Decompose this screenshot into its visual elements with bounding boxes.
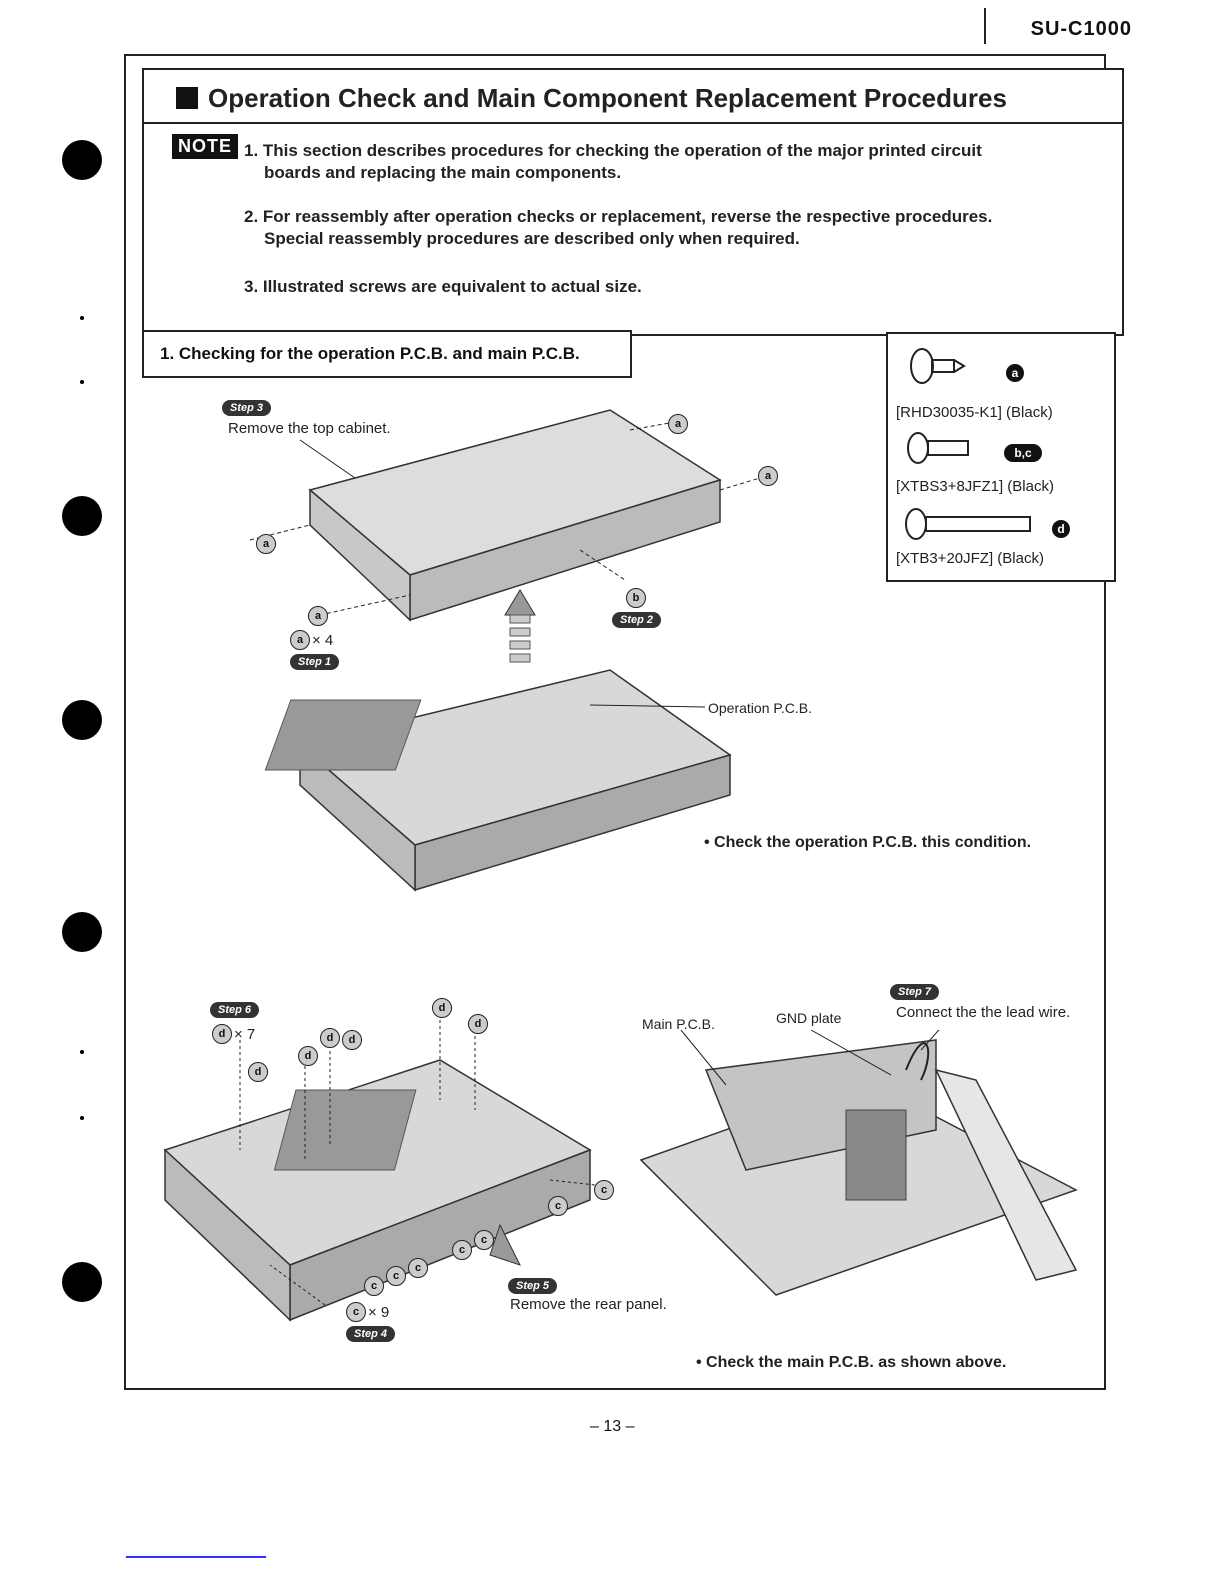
section-heading-box xyxy=(142,330,632,378)
scan-underline xyxy=(126,1556,266,1558)
scan-dot xyxy=(80,1116,84,1120)
screw-callout-c: c xyxy=(474,1230,494,1250)
page-title: Operation Check and Main Component Replacement Procedures xyxy=(208,82,1007,113)
check-main-pcb-note: • Check the main P.C.B. as shown above. xyxy=(696,1354,1007,1371)
operation-pcb-label: Operation P.C.B. xyxy=(708,700,813,716)
screw-a-code: [RHD30035-K1] (Black) xyxy=(896,404,1053,421)
gnd-plate-label: GND plate xyxy=(776,1010,842,1026)
note-line: 2. For reassembly after operation checks or replacement, reverse the respective procedures. xyxy=(244,207,993,226)
screw-callout-d: d xyxy=(298,1046,318,1066)
screw-callout-d: d xyxy=(248,1062,268,1082)
screw-d-code: [XTB3+20JFZ] (Black) xyxy=(896,550,1044,567)
note-item-1 xyxy=(244,140,982,184)
step-3-instruction: Remove the top cabinet. xyxy=(228,420,391,437)
note-item-3 xyxy=(244,276,642,298)
screw-callout-d: d xyxy=(342,1030,362,1050)
screw-count-d-icon: d xyxy=(212,1024,232,1044)
note-box xyxy=(142,122,1124,336)
screw-callout-c: c xyxy=(594,1180,614,1200)
section-title-box xyxy=(142,68,1124,128)
screw-letter-bc: b,c xyxy=(1004,444,1042,462)
binder-hole xyxy=(62,1262,102,1302)
screw-legend xyxy=(886,332,1116,582)
screw-count-a-icon: a xyxy=(290,630,310,650)
step-3-badge: Step 3 xyxy=(222,400,271,416)
screw-callout-a: a xyxy=(668,414,688,434)
screw-count-c-icon: c xyxy=(346,1302,366,1322)
page-number: – 13 – xyxy=(590,1418,635,1435)
screw-callout-c: c xyxy=(452,1240,472,1260)
binder-hole xyxy=(62,700,102,740)
step-2-badge: Step 2 xyxy=(612,612,661,628)
screw-callout-b: b xyxy=(626,588,646,608)
screw-letter-a: a xyxy=(1006,364,1024,382)
screw-callout-a: a xyxy=(308,606,328,626)
step-1-badge: Step 1 xyxy=(290,654,339,670)
binder-hole xyxy=(62,912,102,952)
screw-callout-d: d xyxy=(468,1014,488,1034)
screw-count-c: × 9 xyxy=(368,1304,390,1321)
check-operation-pcb-note: • Check the operation P.C.B. this condition. xyxy=(704,834,1032,851)
screw-callout-c: c xyxy=(386,1266,406,1286)
step-4-badge: Step 4 xyxy=(346,1326,395,1342)
main-pcb-diagram xyxy=(636,1030,1096,1310)
note-line: 3. Illustrated screws are equivalent to actual size. xyxy=(244,277,642,296)
step-6-badge: Step 6 xyxy=(210,1002,259,1018)
square-bullet-icon xyxy=(176,87,198,109)
main-pcb-label: Main P.C.B. xyxy=(642,1016,715,1032)
header-rule xyxy=(984,8,986,44)
screw-callout-d: d xyxy=(432,998,452,1018)
screw-b-icon xyxy=(906,430,976,466)
scan-dot xyxy=(80,316,84,320)
screw-callout-c: c xyxy=(548,1196,568,1216)
step-7-instruction: Connect the the lead wire. xyxy=(896,1004,1071,1021)
section-heading: 1. Checking for the operation P.C.B. and main P.C.B. xyxy=(160,344,580,363)
model-number: SU-C1000 xyxy=(1030,18,1132,40)
screw-callout-c: c xyxy=(408,1258,428,1278)
note-line: Special reassembly procedures are described only when required. xyxy=(264,229,800,248)
binder-hole xyxy=(62,140,102,180)
screw-callout-d: d xyxy=(320,1028,340,1048)
scan-dot xyxy=(80,380,84,384)
screw-count-d: × 7 xyxy=(234,1026,256,1043)
screw-letter-d: d xyxy=(1052,520,1070,538)
screw-count-a: × 4 xyxy=(312,632,334,649)
note-item-2 xyxy=(244,206,992,250)
step-7-badge: Step 7 xyxy=(890,984,939,1000)
step-5-instruction: Remove the rear panel. xyxy=(510,1296,667,1313)
screw-d-icon xyxy=(904,506,1034,542)
note-badge: NOTE xyxy=(172,134,238,159)
screw-callout-a: a xyxy=(256,534,276,554)
scan-dot xyxy=(80,1050,84,1054)
step-5-badge: Step 5 xyxy=(508,1278,557,1294)
screw-b-code: [XTBS3+8JFZ1] (Black) xyxy=(896,478,1054,495)
screw-callout-c: c xyxy=(364,1276,384,1296)
screw-a-icon xyxy=(908,346,968,386)
note-line: 1. This section describes procedures for checking the operation of the major printed circuit xyxy=(244,141,982,160)
screw-callout-a: a xyxy=(758,466,778,486)
binder-hole xyxy=(62,496,102,536)
note-line: boards and replacing the main components. xyxy=(264,163,622,182)
